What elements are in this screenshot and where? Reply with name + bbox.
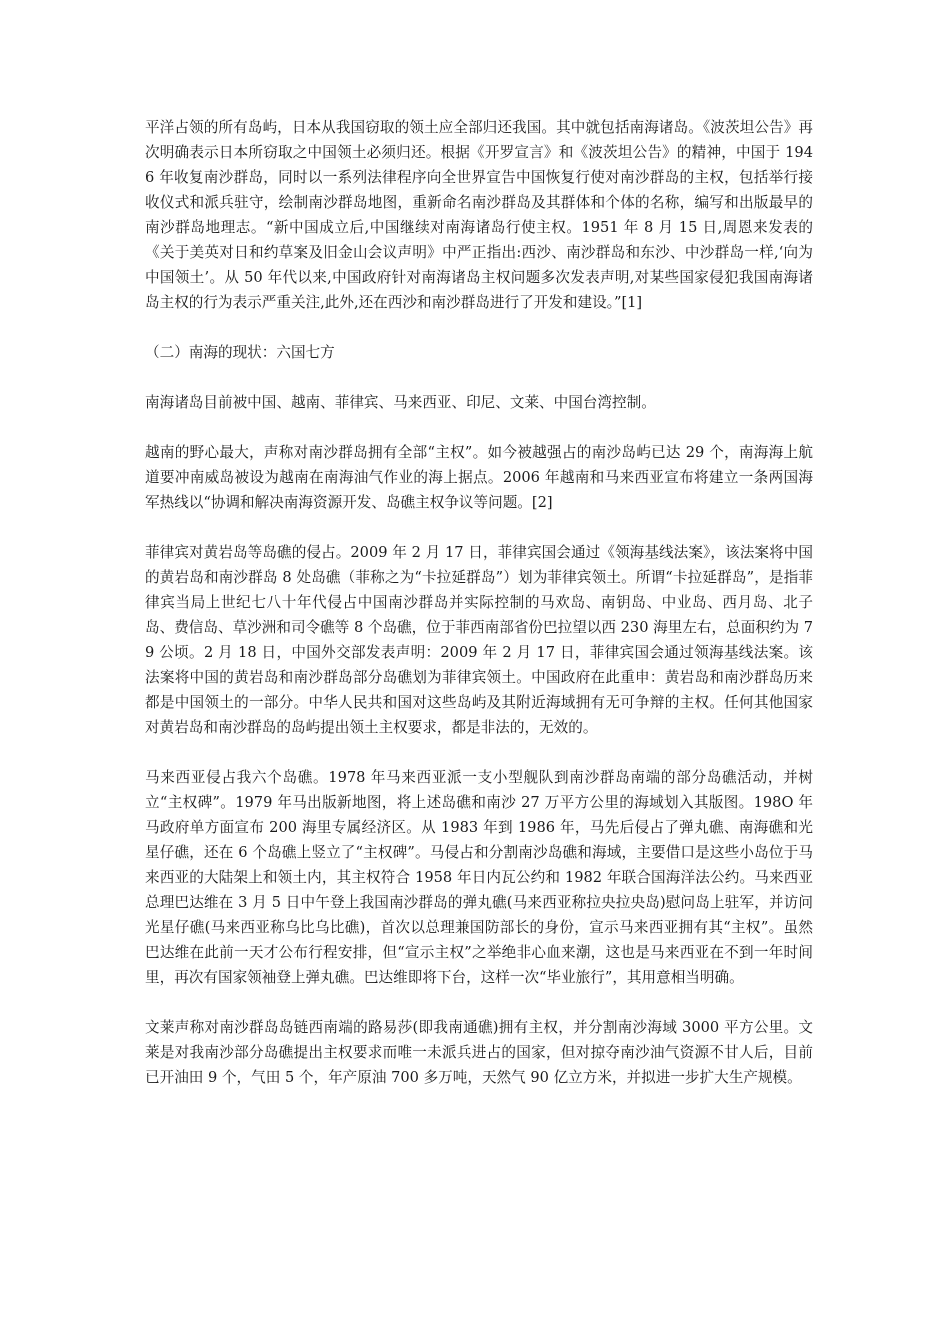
paragraph-vietnam: 越南的野心最大，声称对南沙群岛拥有全部“主权”。如今被越强占的南沙岛屿已达 29 个，南海海上航道要冲南威岛被设为越南在南海油气作业的海上据点。2006 年越南和马来西亚宣布将建立一条两国海军热线以“协调和解决南海资源开发、岛礁主权争议等问题。[2] [145, 444, 813, 511]
paragraph-philippines: 菲律宾对黄岩岛等岛礁的侵占。2009 年 2 月 17 日，菲律宾国会通过《领海基线法案》，该法案将中国的黄岩岛和南沙群岛 8 处岛礁（菲称之为“卡拉延群岛”）划为菲律宾领土。所谓“卡拉延群岛”，是指菲律宾当局上世纪七八十年代侵占中国南沙群岛并实际控制的马欢岛、南钥岛、中业岛、西月岛、北子岛、费信岛、草沙洲和司令礁等 8 个岛礁，位于菲西南部省份巴拉望以西 230 海里左右，总面积约为 79 公顷。2 月 18 日，中国外交部发表声明：2009 年 2 月 17 日，菲律宾国会通过领海基线法案。该法案将中国的黄岩岛和南沙群岛部分岛礁划为菲律宾领土。中国政府在此重申：黄岩岛和南沙群岛历来都是中国领土的一部分。中华人民共和国对这些岛屿及其附近海域拥有无可争辩的主权。任何其他国家对黄岩岛和南沙群岛的岛屿提出领土主权要求，都是非法的，无效的。 [145, 544, 813, 736]
paragraph-historical-background: 平洋占领的所有岛屿，日本从我国窃取的领土应全部归还我国。其中就包括南海诸岛。《波茨坦公告》再次明确表示日本所窃取之中国领土必须归还。根据《开罗宣言》和《波茨坦公告》的精神，中国于 1946 年收复南沙群岛，同时以一系列法律程序向全世界宣告中国恢复行使对南沙群岛的主权，包括举行接收仪式和派兵驻守，绘制南沙群岛地图，重新命名南沙群岛及其群体和个体的名称，编写和出版最早的南沙群岛地理志。“新中国成立后,中国继续对南海诸岛行使主权。1951 年 8 月 15 日,周恩来发表的《关于美英对日和约草案及旧金山会议声明》中严正指出:西沙、南沙群岛和东沙、中沙群岛一样,‘向为中国领土’。从 50 年代以来,中国政府针对南海诸岛主权问题多次发表声明,对某些国家侵犯我国南海诸岛主权的行为表示严重关注,此外,还在西沙和南沙群岛进行了开发和建设。”[1] [145, 119, 813, 311]
section-heading: （二）南海的现状：六国七方 [145, 344, 335, 361]
document-body [145, 115, 813, 1115]
paragraph-brunei: 文莱声称对南沙群岛岛链西南端的路易莎(即我南通礁)拥有主权，并分割南沙海域 3000 平方公里。文莱是对我南沙部分岛礁提出主权要求而唯一未派兵进占的国家，但对掠夺南沙油气资源不甘人后，目前已开油田 9 个，气田 5 个，年产原油 700 多万吨，天然气 90 亿立方米，并拟进一步扩大生产规模。 [145, 1019, 813, 1086]
paragraph-malaysia: 马来西亚侵占我六个岛礁。1978 年马来西亚派一支小型舰队到南沙群岛南端的部分岛礁活动，并树立“主权碑”。1979 年马出版新地图，将上述岛礁和南沙 27 万平方公里的海域划入其版图。198O 年马政府单方面宣布 200 海里专属经济区。从 1983 年到 1986 年，马先后侵占了弹丸礁、南海礁和光星仔礁，还在 6 个岛礁上竖立了“主权碑”。马侵占和分割南沙岛礁和海域，主要借口是这些小岛位于马来西亚的大陆架上和领土内，其主权符合 1958 年日内瓦公约和 1982 年联合国海洋法公约。马来西亚总理巴达维在 3 月 5 日中午登上我国南沙群岛的弹丸礁(马来西亚称拉央拉央岛)慰问岛上驻军，并访问光星仔礁(马来西亚称乌比乌比礁)，首次以总理兼国防部长的身份，宣示马来西亚拥有其“主权”。虽然巴达维在此前一天才公布行程安排，但“宣示主权”之举绝非心血来潮，这也是马来西亚在不到一年时间里，再次有国家领袖登上弹丸礁。巴达维即将下台，这样一次“毕业旅行”，其用意相当明确。 [145, 769, 813, 986]
paragraph-control-summary: 南海诸岛目前被中国、越南、菲律宾、马来西亚、印尼、文莱、中国台湾控制。 [145, 394, 656, 411]
